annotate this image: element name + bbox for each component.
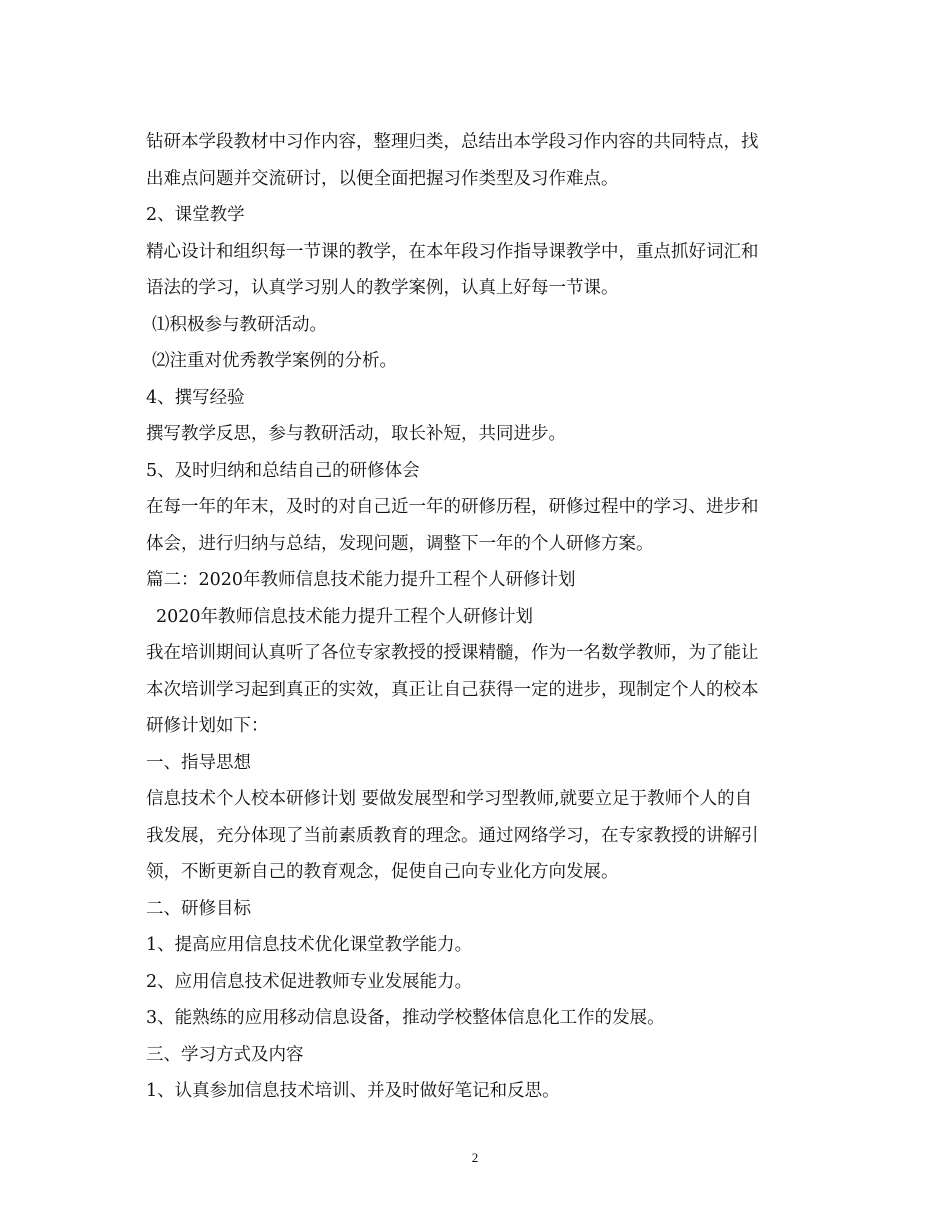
section-heading: 一、指导思想 xyxy=(146,752,251,773)
list-item: ⑵注重对优秀教学案例的分析。 xyxy=(152,351,397,371)
paragraph-line: 钻研本学段教材中习作内容，整理归类，总结出本学段习作内容的共同特点，找 xyxy=(146,132,759,152)
paragraph-line: 本次培训学习起到真正的实效，真正让自己获得一定的进步，现制定个人的校本 xyxy=(146,679,759,700)
section-heading: 4、撰写经验 xyxy=(146,387,245,408)
list-item: 1、认真参加信息技术培训、并及时做好笔记和反思。 xyxy=(146,1081,560,1101)
paragraph-line: 在每一年的年末，及时的对自己近一年的研修历程，研修过程中的学习、进步和 xyxy=(146,497,759,517)
article-title: 2020年教师信息技术能力提升工程个人研修计划 xyxy=(156,606,534,627)
page-number: 2 xyxy=(471,1150,479,1165)
paragraph-line: 信息技术个人校本研修计划 要做发展型和学习型教师,就要立足于教师个人的自 xyxy=(146,789,753,809)
list-item: 1、提高应用信息技术优化课堂教学能力。 xyxy=(146,935,473,955)
section-heading: 2、课堂教学 xyxy=(146,205,245,225)
paragraph-line: 体会，进行归纳与总结，发现问题，调整下一年的个人研修方案。 xyxy=(146,533,654,554)
paragraph-line: 精心设计和组织每一节课的教学，在本年段习作指导课教学中，重点抓好词汇和 xyxy=(146,241,759,262)
paragraph-line: 我发展，充分体现了当前素质教育的理念。通过网络学习，在专家教授的讲解引 xyxy=(146,825,759,846)
article-heading: 篇二：2020年教师信息技术能力提升工程个人研修计划 xyxy=(146,570,576,590)
document-body xyxy=(146,124,806,1110)
paragraph-line: 我在培训期间认真听了各位专家教授的授课精髓，作为一名数学教师，为了能让 xyxy=(146,643,759,663)
paragraph-line: 语法的学习，认真学习别人的教学案例，认真上好每一节课。 xyxy=(146,278,619,298)
section-heading: 二、研修目标 xyxy=(146,898,251,919)
list-item: 3、能熟练的应用移动信息设备，推动学校整体信息化工作的发展。 xyxy=(146,1008,665,1028)
list-item: ⑴积极参与教研活动。 xyxy=(152,314,327,335)
section-heading: 5、及时归纳和总结自己的研修体会 xyxy=(146,460,420,481)
paragraph-line: 研修计划如下： xyxy=(146,716,269,736)
section-heading: 三、学习方式及内容 xyxy=(146,1044,304,1065)
paragraph-line: 出难点问题并交流研讨，以便全面把握习作类型及习作难点。 xyxy=(146,168,619,189)
paragraph-line: 领，不断更新自己的教育观念，促使自己向专业化方向发展。 xyxy=(146,862,619,882)
paragraph-line: 撰写教学反思，参与教研活动，取长补短，共同进步。 xyxy=(146,424,566,444)
list-item: 2、应用信息技术促进教师专业发展能力。 xyxy=(146,971,473,992)
